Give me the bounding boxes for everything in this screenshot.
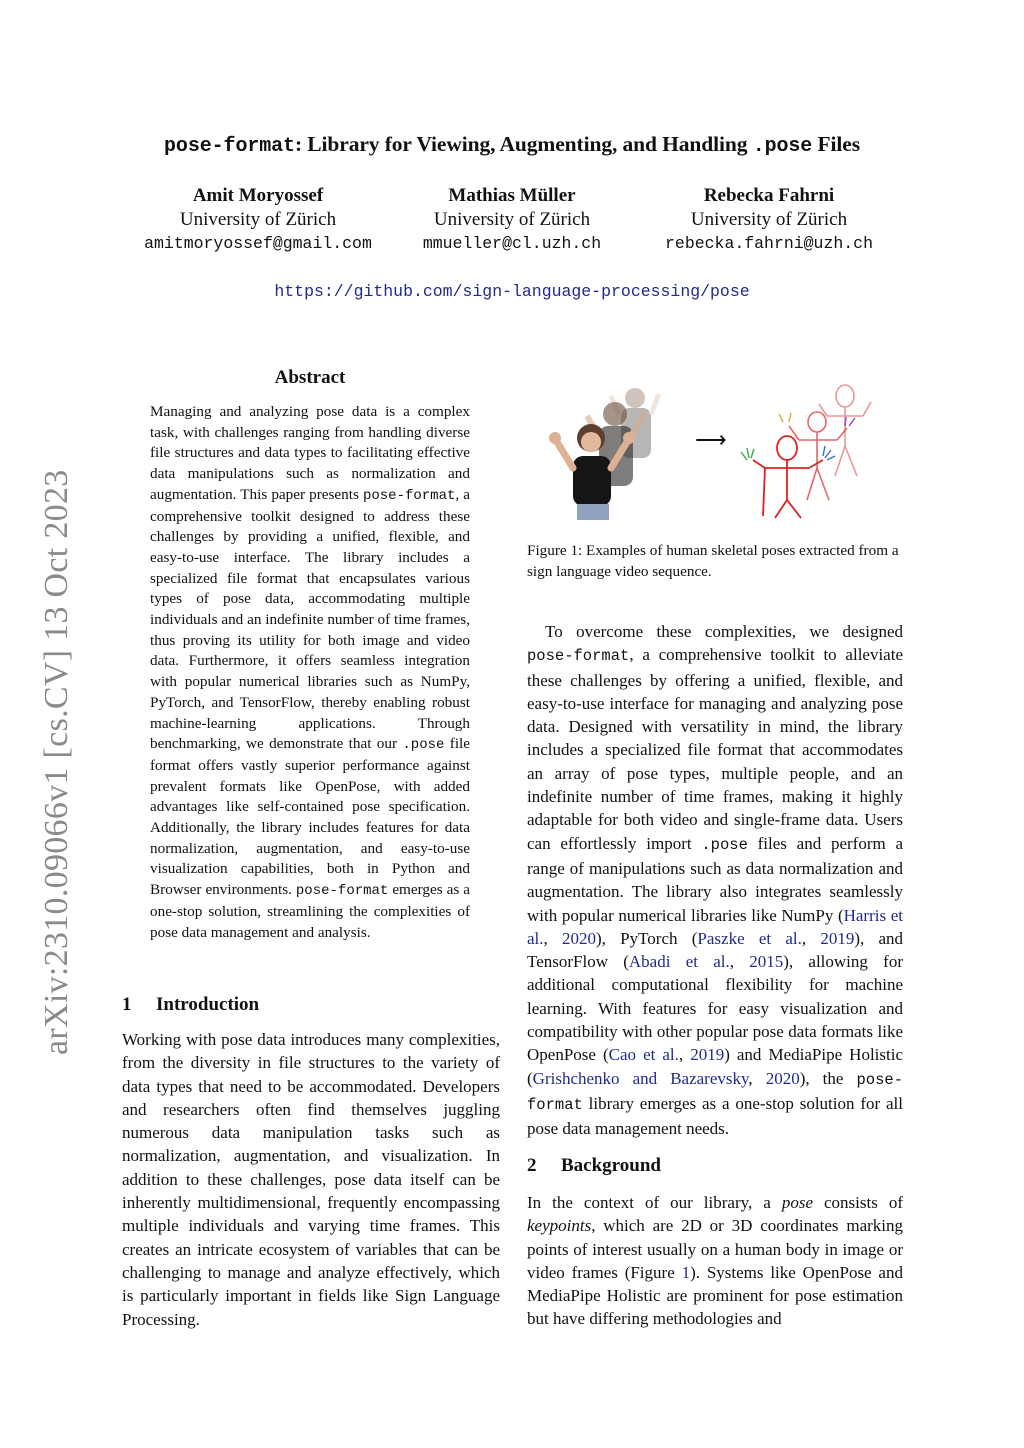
section-number: 1 <box>122 994 132 1015</box>
citation-link[interactable]: 2020 <box>765 1068 800 1088</box>
citation-link[interactable]: Cao et al. <box>608 1045 679 1065</box>
section-title: Background <box>561 1155 661 1176</box>
author-email[interactable]: amitmoryossef@gmail.com <box>144 234 372 253</box>
abstract-heading: Abstract <box>274 367 346 388</box>
paper-title <box>0 132 1024 158</box>
citation-link[interactable]: 2015 <box>749 952 784 972</box>
citation-link[interactable]: 2019 <box>820 928 855 948</box>
inline-code: pose-format <box>527 647 630 666</box>
inline-code: .pose <box>701 835 748 854</box>
figure-caption: Figure 1: Examples of human skeletal poses extracted from a sign language video sequence. <box>527 542 899 580</box>
section-heading-introduction <box>122 994 259 1016</box>
figure-pose-examples <box>527 376 903 526</box>
background-body: In the context of our library, a pose consists of keypoints, which are 2D or 3D coordinates marking points of interest usually on a human body in image or video frames (Figure 1). Systems like OpenPose and MediaPipe Holistic are prominent for pose estimation but have differing methodologies and <box>527 1193 904 1329</box>
author-block-2 <box>362 184 662 256</box>
abstract-body: Managing and analyzing pose data is a complex task, with challenges ranging from handling diverse file structures and data types to facilitating effective data manipulations such as normalization and augmentation. This paper presents pose-format, a comprehensive toolkit designed to address these challenges by providing a unified, flexible, and easy-to-use interface. The library includes a specialized file format that encapsulates various types of pose data, accommodating multiple individuals and an indefinite number of time frames, thus proving its utility for both image and video data. Furthermore, it offers seamless integration with popular numerical libraries such as NumPy, PyTorch, and TensorFlow, thereby enabling robust machine-learning applications. Through benchmarking, we demonstrate that our .pose file format offers vastly superior performance against prevalent formats like OpenPose, with added advantages like self-contained pose specification. Additionally, the library includes features for data normalization, augmentation, and easy-to-use visualization capabilities, both in Python and Browser environments. pose-format emerges as a one-stop solution, streamlining the complexities of pose data management and analysis. <box>150 403 470 941</box>
author-email[interactable]: rebecka.fahrni@uzh.ch <box>665 234 873 253</box>
introduction-body: Working with pose data introduces many complexities, from the diversity in file structures to the variety of data types that need to be accommodated. Developers and researchers often find themselves juggling numerous data manipulation tasks such as normalization, augmentation, and visualization. In addition to these challenges, pose data itself can be inherently multidimensional, frequently encompassing multiple individuals and varying time frames. This creates an intricate ecosystem of variables that can be challenging to manage and analyze effectively, which is particularly important in fields like Sign Language Processing. <box>122 1030 500 1329</box>
author-email[interactable]: mmueller@cl.uzh.ch <box>422 234 602 253</box>
figure-ref-link[interactable]: 1 <box>681 1262 691 1282</box>
title-code: pose-format <box>164 135 295 158</box>
citation-link[interactable]: Grishchenko and Bazarevsky <box>532 1068 749 1088</box>
arrow-icon: ⟶ <box>695 427 727 452</box>
inline-code: pose-format <box>295 883 389 900</box>
inline-code: pose-format <box>527 1070 904 1114</box>
citation-link[interactable]: Paszke et al. <box>697 928 802 948</box>
inline-code: pose-format <box>362 487 456 504</box>
github-link[interactable]: https://github.com/sign-language-processing/pose <box>274 282 750 301</box>
title-code-ext: .pose <box>752 135 813 158</box>
citation-link[interactable]: 2019 <box>690 1045 725 1065</box>
title-mid: : Library for Viewing, Augmenting, and Handling <box>294 132 753 156</box>
author-name: Amit Moryossef <box>192 185 324 206</box>
inline-code: .pose <box>402 737 445 754</box>
author-block-3 <box>619 184 919 256</box>
section-number: 2 <box>527 1155 537 1176</box>
author-affiliation: University of Zürich <box>433 209 591 230</box>
overcome-paragraph: To overcome these complexities, we designed pose-format, a comprehensive toolkit to alleviate these challenges by offering a unified, flexible, and easy-to-use interface for managing and analyzing pose data. Designed with versatility in mind, the library includes a specialized file format that accommodates an array of pose types, multiple people, and an indefinite number of time frames, making it highly adaptable for both video and single-frame data. Users can effortlessly import .pose files and perform a range of manipulations such as data normalization and augmentation. The library also integrates seamlessly with popular numerical libraries like NumPy (Harris et al., 2020), PyTorch (Paszke et al., 2019), and TensorFlow (Abadi et al., 2015), allowing for additional computational flexibility for machine learning. With features for easy visualization and compatibility with other popular pose data formats like OpenPose (Cao et al., 2019) and MediaPipe Holistic (Grishchenko and Bazarevsky, 2020), the pose-format library emerges as a one-stop solution for all pose data management needs. <box>527 622 904 1139</box>
title-end: Files <box>812 132 860 156</box>
citation-link[interactable]: 2020 <box>562 928 597 948</box>
skeleton-pose-front <box>753 436 823 518</box>
citation-link[interactable]: Harris et al. <box>527 905 903 948</box>
arxiv-stamp: arXiv:2310.09066v1 [cs.CV] 13 Oct 2023 <box>38 469 75 1055</box>
author-affiliation: University of Zürich <box>690 209 848 230</box>
skeleton-pose-mid <box>789 412 847 500</box>
author-name: Mathias Müller <box>448 185 576 206</box>
author-affiliation: University of Zürich <box>179 209 337 230</box>
section-heading-background <box>527 1155 661 1177</box>
author-name: Rebecka Fahrni <box>703 185 835 206</box>
citation-link[interactable]: Abadi et al. <box>628 952 730 972</box>
section-title: Introduction <box>156 994 260 1015</box>
hand-keypoints <box>741 413 855 460</box>
